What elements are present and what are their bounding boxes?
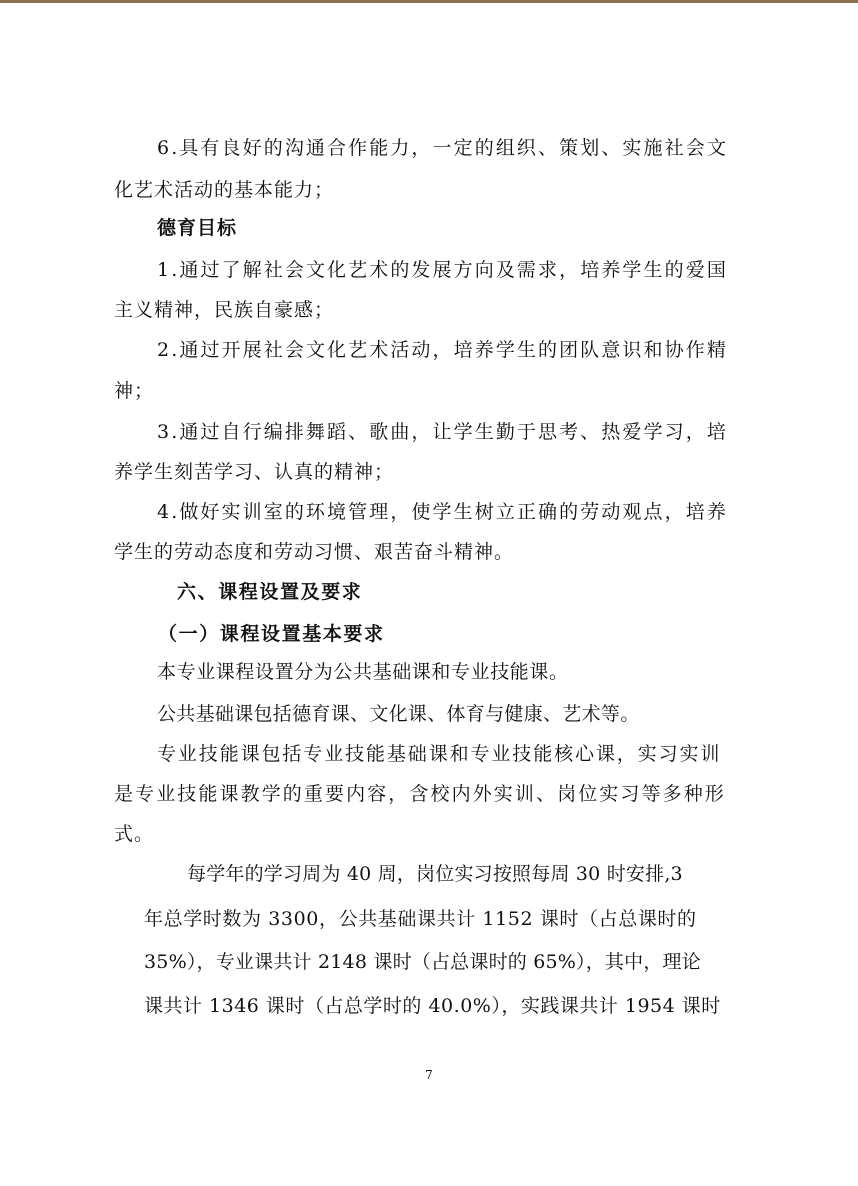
paragraph-line: 式。 <box>114 823 155 845</box>
paragraph-line: 35%），专业课共计 2148 课时（占总课时的 65%），其中，理论 <box>144 951 701 973</box>
paragraph-line: 专业技能课包括专业技能基础课和专业技能核心课，实习实训 <box>157 743 722 765</box>
paragraph-line: 课共计 1346 课时（占总学时的 40.0%），实践课共计 1954 课时 <box>144 995 721 1017</box>
subsection-heading: （一）课程设置基本要求 <box>158 623 385 645</box>
paragraph-line: 4.做好实训室的环境管理，使学生树立正确的劳动观点，培养 <box>157 501 728 523</box>
paragraph-line: 养学生刻苦学习、认真的精神； <box>114 461 395 483</box>
paragraph-line: 3.通过自行编排舞蹈、歌曲，让学生勤于思考、热爱学习，培 <box>157 421 728 443</box>
paragraph-line: 2.通过开展社会文化艺术活动，培养学生的团队意识和协作精 <box>157 339 728 361</box>
paragraph-line: 6.具有良好的沟通合作能力，一定的组织、策划、实施社会文 <box>157 137 728 159</box>
paragraph-line: 公共基础课包括德育课、文化课、体育与健康、艺术等。 <box>157 703 640 725</box>
page-top-rule <box>0 0 858 3</box>
paragraph-line: 年总学时数为 3300，公共基础课共计 1152 课时（占总课时的 <box>144 908 697 930</box>
paragraph-line: 化艺术活动的基本能力； <box>114 179 335 201</box>
paragraph-line: 每学年的学习周为 40 周，岗位实习按照每周 30 时安排,3 <box>187 863 683 885</box>
paragraph-line: 神； <box>114 380 155 402</box>
section-heading: 德育目标 <box>157 217 238 239</box>
paragraph-line: 学生的劳动态度和劳动习惯、艰苦奋斗精神。 <box>114 541 515 563</box>
paragraph-line: 是专业技能课教学的重要内容，含校内外实训、岗位实习等多种形 <box>114 783 726 805</box>
paragraph-line: 主义精神，民族自豪感； <box>114 299 335 321</box>
paragraph-line: 1.通过了解社会文化艺术的发展方向及需求，培养学生的爱国 <box>157 259 728 281</box>
page-number: 7 <box>425 1068 433 1082</box>
paragraph-line: 本专业课程设置分为公共基础课和专业技能课。 <box>157 661 569 683</box>
section-heading: 六、课程设置及要求 <box>177 581 363 603</box>
